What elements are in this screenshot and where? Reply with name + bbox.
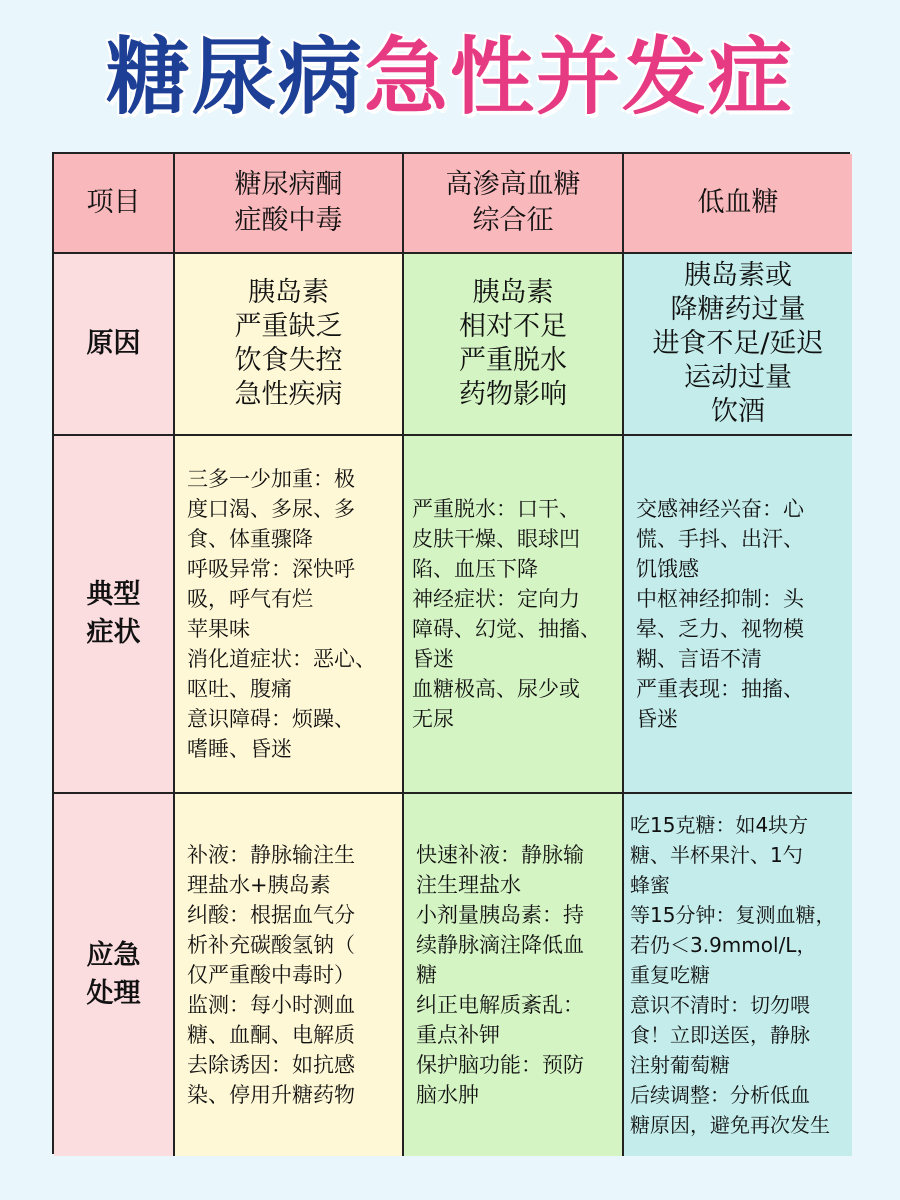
treatment-cell-hypoglycemia — [624, 794, 852, 1156]
header-label-hhs: 高渗高血糖 综合征 — [445, 169, 581, 236]
treatment-text-dka: 补液：静脉输注生 理盐水+胰岛素 纠酸：根据血气分 析补充碳酸氢钠（ 仅严重酸中毒时） 监测：每小时测血 糖、血酮、电解质 去除诱因：如抗感 染、停用升糖药物 — [187, 843, 355, 1107]
symptoms-cell-hypoglycemia — [624, 436, 852, 794]
row-label-cell-cause — [54, 254, 175, 436]
cause-cell-dka — [175, 254, 404, 436]
treatment-text-hhs: 快速补液：静脉输 注生理盐水 小剂量胰岛素：持 续静脉滴注降低血 糖 纠正电解质紊乱： 重点补钾 保护脑功能：预防 脑水肿 — [416, 843, 584, 1107]
header-cell-dka — [175, 154, 404, 254]
row-label-symptoms: 典型 症状 — [86, 579, 141, 648]
header-cell-hhs — [404, 154, 624, 254]
row-label-treatment: 应急 处理 — [86, 940, 141, 1009]
symptoms-text-hypoglycemia: 交感神经兴奋：心 慌、手抖、出汗、 饥饿感 中枢神经抑制：头 晕、乏力、视物模 糊、言语不清 严重表现：抽搐、 昏迷 — [636, 497, 804, 731]
cause-text-hypoglycemia: 胰岛素或 降糖药过量 进食不足/延迟 运动过量 饮酒 — [652, 260, 824, 427]
header-cell-item — [54, 154, 175, 254]
treatment-cell-hhs — [404, 794, 624, 1156]
header-label-hypoglycemia: 低血糖 — [697, 187, 779, 218]
row-label-cell-symptoms — [54, 436, 175, 794]
cause-text-dka: 胰岛素 严重缺乏 饮食失控 急性疾病 — [234, 277, 343, 410]
cause-cell-hypoglycemia — [624, 254, 852, 436]
cause-cell-hhs — [404, 254, 624, 436]
cause-text-hhs: 胰岛素 相对不足 严重脱水 药物影响 — [459, 277, 567, 410]
complications-table — [52, 152, 850, 1154]
header-cell-hypoglycemia — [624, 154, 852, 254]
symptoms-text-dka: 三多一少加重：极 度口渴、多尿、多 食、体重骤降 呼吸异常：深快呼 吸，呼气有烂 苹果味 消化道症状：恶心、 呕吐、腹痛 意识障碍：烦躁、 嗜睡、昏迷 — [187, 467, 376, 761]
treatment-text-hypoglycemia: 吃15克糖：如4块方 糖、半杯果汁、1勺 蜂蜜 等15分钟：复测血糖， 若仍＜3.9mmol/L， 重复吃糖 意识不清时：切勿喂 食！立即送医，静脉 注射葡萄糖 后续调整：分析低血 糖原因，避免再次发生 — [630, 813, 836, 1137]
header-label-dka: 糖尿病酮 症酸中毒 — [234, 169, 343, 236]
header-label-item: 项目 — [86, 187, 141, 218]
row-label-cause: 原因 — [86, 328, 141, 359]
title-part-acute-complications: 急性并发症 — [364, 28, 795, 126]
symptoms-cell-dka — [175, 436, 404, 794]
page-title — [0, 22, 900, 132]
treatment-cell-dka — [175, 794, 404, 1156]
title-part-diabetes: 糖尿病 — [105, 28, 364, 126]
row-label-cell-treatment — [54, 794, 175, 1156]
symptoms-cell-hhs — [404, 436, 624, 794]
symptoms-text-hhs: 严重脱水：口干、 皮肤干燥、眼球凹 陷、血压下降 神经症状：定向力 障碍、幻觉、抽搐、 昏迷 血糖极高、尿少或 无尿 — [412, 497, 601, 731]
